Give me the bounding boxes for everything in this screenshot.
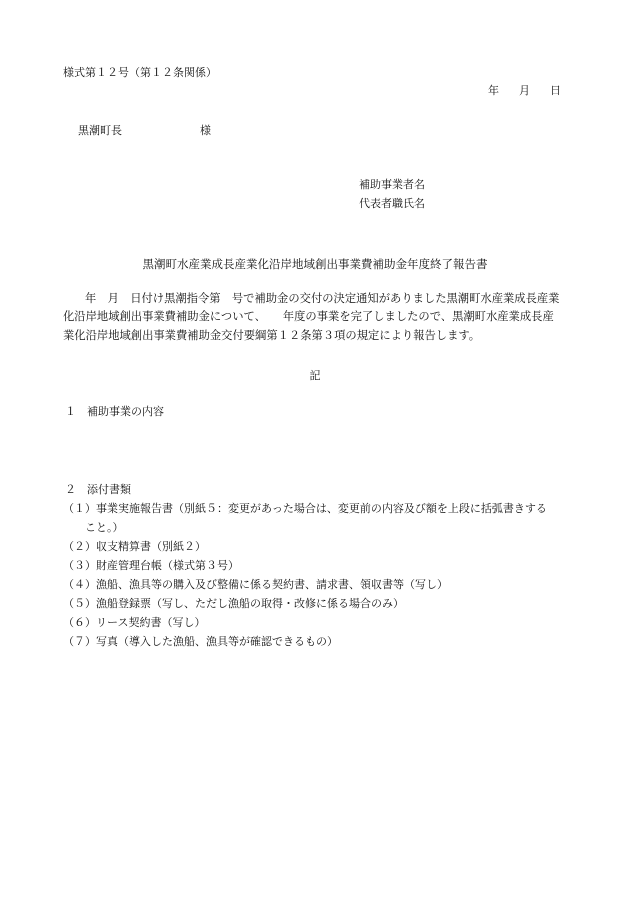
attachment-item: （５）漁船登録票（写し、ただし漁船の取得・改修に係る場合のみ） xyxy=(63,597,404,610)
ki-heading: 記 xyxy=(309,369,321,382)
addressee-name: 黒潮町長 xyxy=(78,124,122,137)
date-line xyxy=(488,84,561,98)
form-number: 様式第１２号（第１２条関係） xyxy=(63,66,217,79)
date-day: 日 xyxy=(550,84,561,97)
report-title: 黒潮町水産業成長産業化沿岸地域創出事業費補助金年度終了報告書 xyxy=(142,257,488,271)
body-line: 業化沿岸地域創出事業費補助金交付要綱第１２条第３項の規定により報告します。 xyxy=(63,329,481,342)
attachment-item: （４）漁船、漁具等の購入及び整備に係る契約書、請求書、領収書等（写し） xyxy=(63,578,448,591)
business-name-label: 補助事業者名 xyxy=(359,178,425,191)
section-heading-2: ２ 添付書類 xyxy=(65,483,131,496)
attachment-item: （３）財産管理台帳（様式第３号） xyxy=(63,559,239,572)
date-month: 月 xyxy=(519,84,530,97)
body-line: 化沿岸地域創出事業費補助金について、 年度の事業を完了しましたので、黒潮町水産業成長産 xyxy=(63,310,554,323)
body-line: 年 月 日付け黒潮指令第 号で補助金の交付の決定通知がありました黒潮町水産業成長産業 xyxy=(85,292,560,305)
attachment-item: （１）事業実施報告書（別紙５：変更があった場合は、変更前の内容及び額を上段に括弧書きする xyxy=(63,502,547,515)
representative-label: 代表者職氏名 xyxy=(359,197,425,210)
addressee-honorific: 様 xyxy=(200,124,211,137)
addressee xyxy=(78,124,211,138)
attachment-item: （６）リース契約書（写し） xyxy=(63,616,206,629)
section-heading-1: １ 補助事業の内容 xyxy=(65,405,164,418)
attachment-item: こと。） xyxy=(63,521,124,534)
attachment-item: （７）写真（導入した漁船、漁具等が確認できるもの） xyxy=(63,635,338,648)
date-year: 年 xyxy=(488,84,499,97)
attachment-item: （２）収支精算書（別紙２） xyxy=(63,540,206,553)
